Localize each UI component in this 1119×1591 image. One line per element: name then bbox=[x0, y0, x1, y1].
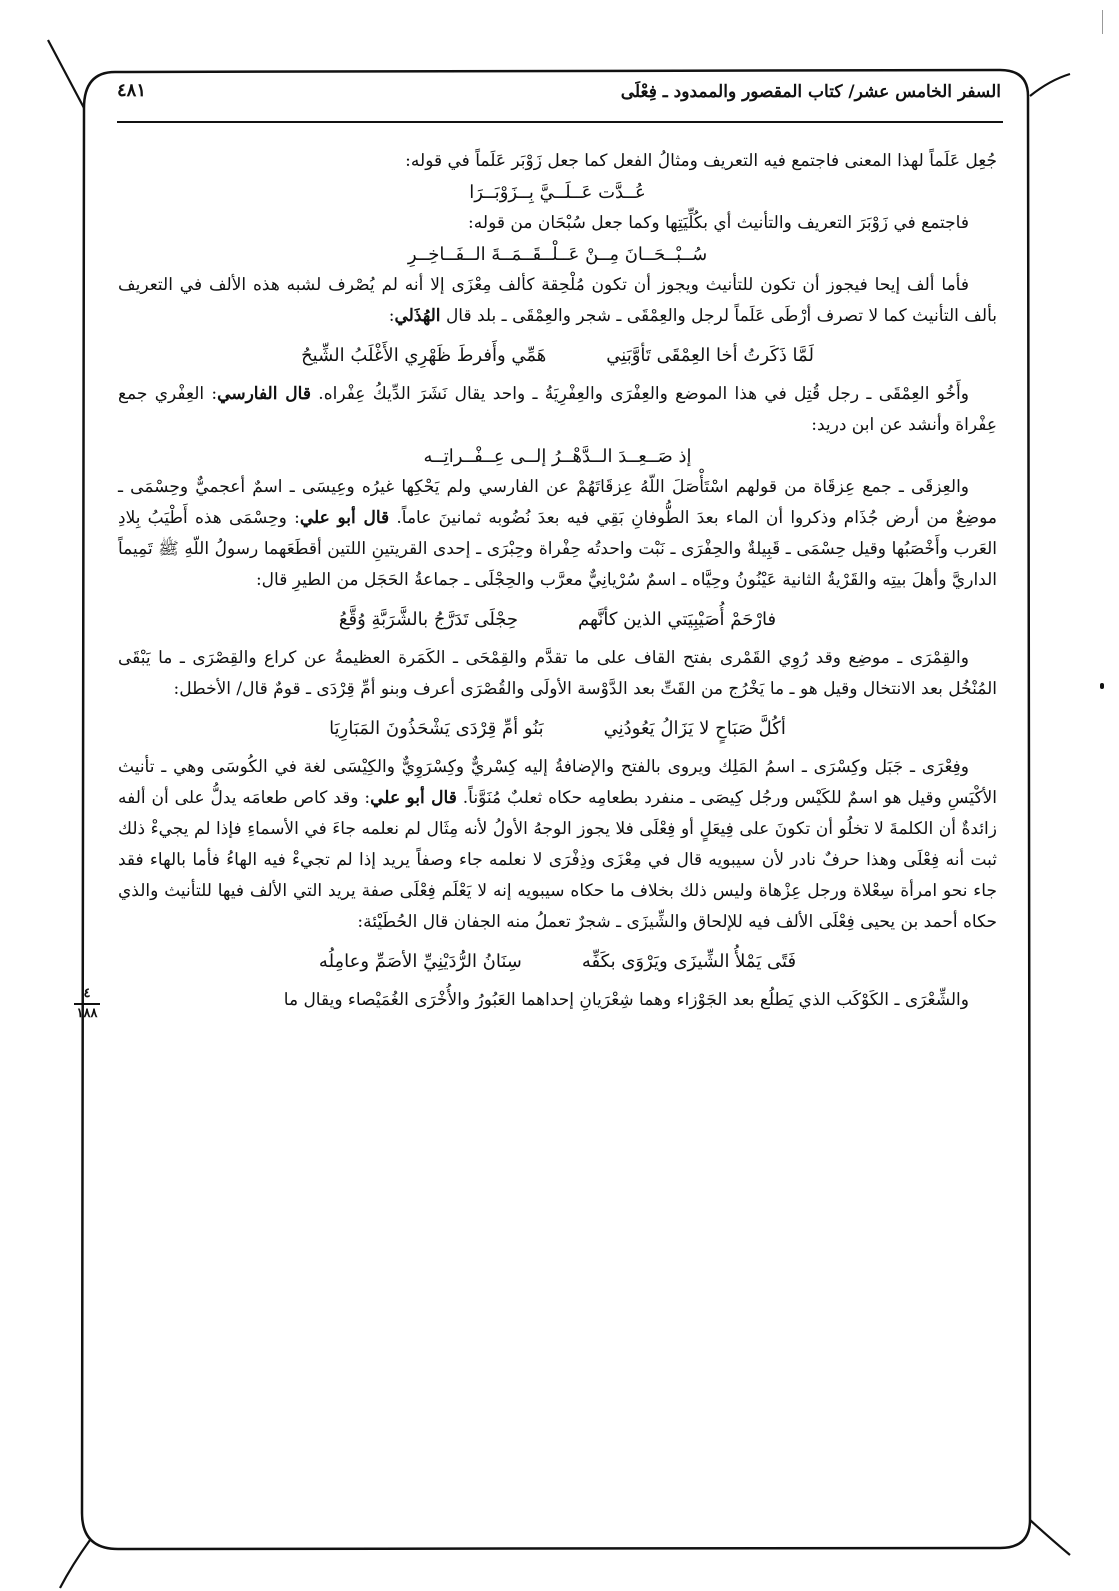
cited-author: الهُذَلي bbox=[394, 306, 441, 326]
cited-author: قال أبو علي bbox=[299, 508, 390, 528]
paragraph-text: فأما ألف إيحا فيجوز أن تكون للتأنيث ويجوز أن تكون مُلْحِقة كألف مِعْزَى إلا أنه لم يُصْرف لشبه هذه الألف في التعريف بألف التأنيث كما لا تصرف أرْطَى عَلَماً لرجل والعِمْقَى ـ شجر والعِمْقَى ـ بلد قال bbox=[118, 275, 997, 326]
running-header bbox=[115, 78, 1001, 116]
paragraph: جُعِل عَلَماً لهذا المعنى فاجتمع فيه التعريف ومثالُ الفعل كما جعل زَوْبَر عَلَماً في قوله: bbox=[405, 151, 997, 171]
hemistich-first: فَتًى يَمْلأُ الشِّيزَى ويَرْوَى بكَفِّه bbox=[581, 951, 797, 972]
paragraph bbox=[118, 270, 997, 332]
hemistich-second: سِنَانُ الرُّدَيْنِيِّ الأصَمِّ وعامِلُه bbox=[318, 951, 522, 972]
hemistich-first: فارْحَمْ أُصَيْبِيَتي الذين كأنَّهم bbox=[578, 609, 777, 630]
verse: عُــدَّت عَــلَــيَّ بِــزَوْبَــرَا bbox=[469, 182, 646, 203]
margin-ref-volume: ٤ bbox=[83, 986, 91, 1001]
paragraph-text: : bbox=[388, 306, 395, 326]
header-rule bbox=[117, 121, 1003, 123]
paragraph bbox=[118, 472, 997, 596]
paragraph-text: وأَخُو العِمْقَى ـ رجل قُتِل في هذا الموضع والعِفْرَى والعِفْرِيَةُ ـ واحد يقال نَشَرَ الدِّيكُ عِفْراه. bbox=[318, 384, 969, 404]
hemistich-second: بَنُو أمِّ قِرْدَى يَشْحَذُونَ المَبَارِيَا bbox=[329, 718, 544, 739]
hemistich-second: هَمِّي وأَفرطَ ظَهْرِي الأَغْلَبُ الشِّيحُ bbox=[301, 345, 547, 366]
verse: سُــبْــحَــانَ مِــنْ عَــلْــقَــمَــةَ الــفَــاخِــرِ bbox=[407, 244, 708, 265]
paragraph-text: : العِفْري جمع عِفْراة وأنشد عن ابن دريد: bbox=[118, 384, 997, 435]
paragraph-text: وفِعْرَى ـ جَبَل وكِسْرَى ـ اسمُ المَلِك ويروى بالفتح والإضافةُ إليه كِسْريٌّ وكِسْرَوِيٌّ والكِيْسَى لغة في الكُوسَى وهي ـ تأنيث الأكْيَسِ وقيل هو اسمٌ للكَيْس ورجُل كِيصَى ـ منفرد بطعامِه حكاه ثعلبٌ مُنَوَّناً. bbox=[118, 757, 997, 808]
paragraph: والشِّعْرَى ـ الكَوْكَب الذي يَطلُع بعد الجَوْزاء وهما شِعْرَيانِ إحداهما العَبُورُ والأُخْرَى الغُمَيْصاء ويقال ما bbox=[283, 990, 969, 1010]
hemistich-second: حِجْلَى تَدَرَّجُ بالشَّرَبَّةِ وُقَّعُ bbox=[338, 609, 519, 630]
header-title: السفر الخامس عشر/ كتاب المقصور والممدود ـ فِعْلَى bbox=[620, 82, 1001, 102]
hemistich-first: أكُلَّ صَبَاحٍ لا يَزَالُ يَعُودُنِي bbox=[603, 718, 786, 739]
paragraph bbox=[118, 379, 997, 441]
couplet bbox=[118, 340, 997, 371]
cited-author: قال الفارسي bbox=[217, 384, 311, 404]
margin-reference bbox=[74, 987, 100, 1021]
paragraph-text: والعِزقَى ـ جمع عِزقَاة من قولهم اسْتَأْصَلَ اللّهُ عِزقَاتَهُمْ عن الفارسي ولم يَحْكِها غيرُه وعِيسَى ـ اسمٌ أعجميٌّ وحِسْمَى ـ موضِعٌ من أرض جُذَام وذكروا أن الماء بعدَ الطُّوفانِ بَقِي فيه بعدَ نُضُوبه ثمانينَ عاماً. bbox=[118, 477, 997, 528]
paragraph: والقِمْرَى ـ موضِع وقد رُوِي القَمْرى بفتح القاف على ما تقدَّم والقِمْحَى ـ الكَمَرة العظيمةُ عن كراع والقِصْرَى ـ ما يَبْقَى المُنْخُل بعد الانتخال وقيل هو ـ ما يَخْرُج من القَتِّ بعد الدَّوْسة الأولَى والقُصْرَى أعرف وبنو أمِّ قِرْدَى ـ قومٌ قال/ الأخطل: bbox=[118, 648, 997, 699]
verse: إذ صَــعِــدَ الــدَّهْــرُ إلــى عِــفْــراتِــه bbox=[423, 446, 692, 467]
cited-author: قال أبو علي bbox=[370, 788, 457, 808]
paragraph-text: : وحِسْمَى هذه أَطْيَبُ بِلادِ العَرب وأَخْصَبُها وقيل حِسْمَى ـ قَبِيلةٌ والحِفْرَى ـ نَبْت واحدتُه حِفْراة وحِبْرَى ـ إحدى القريتينِ اللتين أقطَعَهما رسولُ اللّهِ ﷺ تَمِيماً الداريَّ وأهلَ بيتِه والقَرْيةُ الثانية عَيْنُونُ وحِيَّاه ـ اسمٌ سُرْيانِيٌّ معرَّب والحِجْلَى ـ جماعةُ الحَجَل من الطيرِ قال: bbox=[118, 508, 997, 590]
paragraph-text: : وقد كاص طعامَه يدلُّ على أن ألفه زائدةٌ أن الكلمةَ لا تخلُو أن تكونَ على فِيعَلٍ أو فِعْلَى فلا يجوز الوجهُ الأولُ لأنه مِثَال لم نعلمه جاءَ في الأسماءِ فإذا لم يجيءْ ذلك ثبت أنه فِعْلَى وهذا حرفٌ نادر لأن سيبويه قال في مِعْزَى وذِفْرَى لا نعلمه جاء وصفاً يريد إذا لم تجيءْ فيه الهاءُ فأما بالهاء فقد جاء نحو امرأة سِعْلاة ورجل عِزْهاة وليس ذلك بخلاف ما حكاه سيبويه إنه لا يَعْلَم فِعْلَى صفة يريد التي الألف فيها للتأنيث والذي حكاه أحمد بن يحيى فِعْلَى الألف فيه للإلحاق والشِّيزَى ـ شجرٌ تعملُ منه الجفان قال الحُطَيْئة: bbox=[118, 788, 997, 932]
margin-ref-page: ١٨٨ bbox=[76, 1005, 98, 1021]
couplet bbox=[118, 713, 997, 744]
couplet bbox=[118, 604, 997, 635]
page-number: ٤٨١ bbox=[117, 80, 147, 101]
paragraph bbox=[118, 752, 997, 938]
scan-mark bbox=[1102, 10, 1103, 34]
couplet bbox=[118, 946, 997, 977]
margin-ref-divider bbox=[74, 1003, 100, 1005]
paragraph: فاجتمع في زَوْبَرَ التعريف والتأنيث أي بكُلِّيَتِها وكما جعل سُبْحَان من قوله: bbox=[468, 213, 969, 233]
hemistich-first: لَمَّا ذَكَرتُ أخا العِمْقَى تَأوَّبَنِي bbox=[606, 345, 814, 366]
page-body bbox=[118, 146, 997, 1016]
scan-dot bbox=[1100, 683, 1104, 689]
